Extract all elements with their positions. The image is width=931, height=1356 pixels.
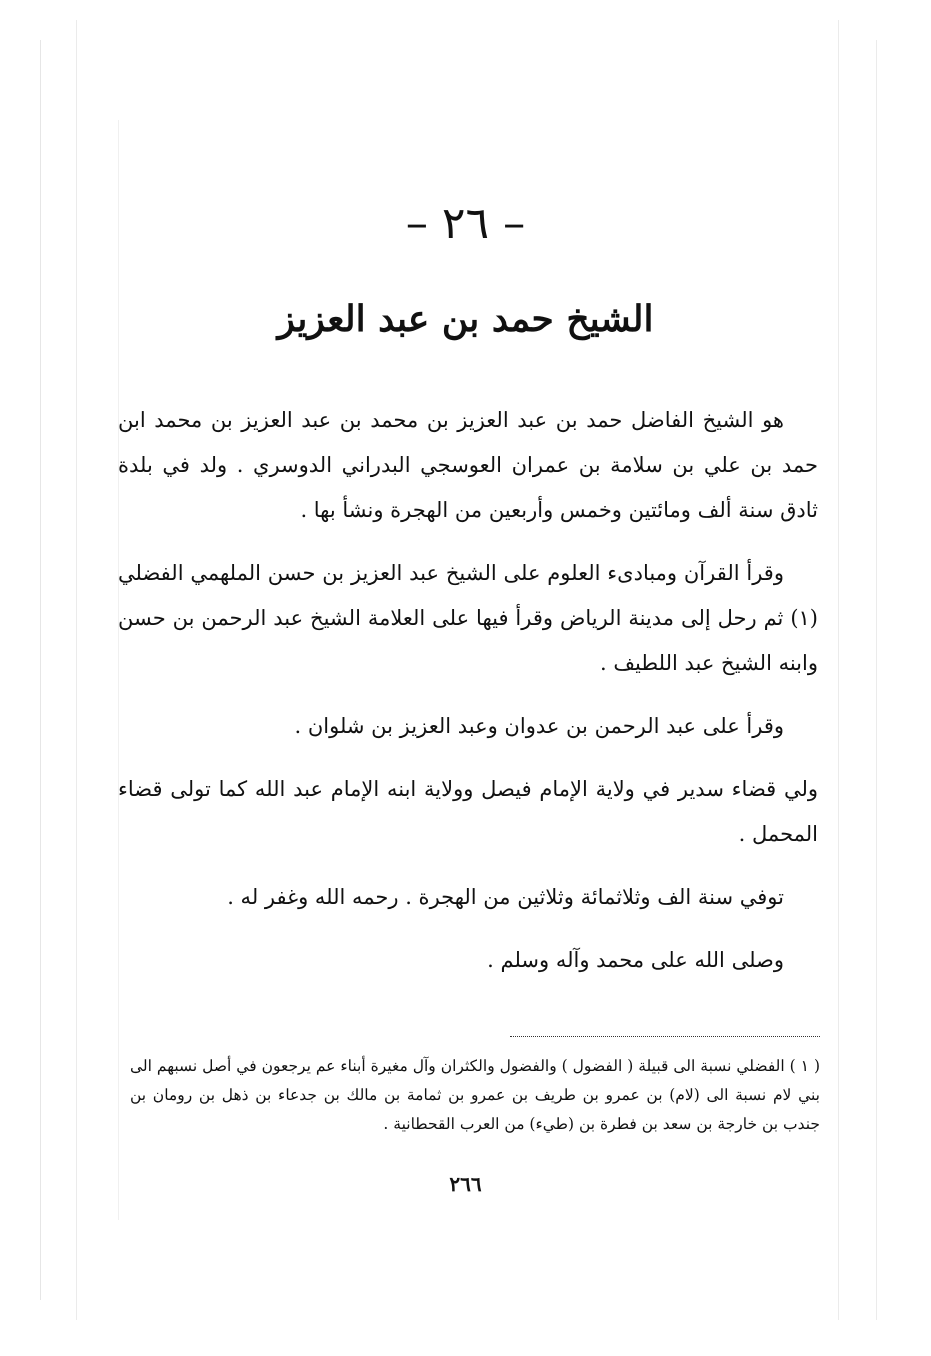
footnote-divider bbox=[510, 1036, 820, 1037]
paragraph-death: توفي سنة الف وثلاثمائة وثلاثين من الهجرة . رحمه الله وغفر له . bbox=[227, 885, 784, 909]
page-title: الشيخ حمد بن عبد العزيز bbox=[277, 298, 654, 340]
paragraph-teachers: وقرأ على عبد الرحمن بن عدوان وعبد العزيز بن شلوان . bbox=[294, 714, 784, 738]
page-number: ٢٦٦ bbox=[449, 1172, 482, 1196]
paragraph-judgeship: ولي قضاء سدير في ولاية الإمام فيصل وولاية ابنه الإمام عبد الله كما تولى قضاء المحمل . bbox=[118, 777, 818, 846]
footnote: ( ١ ) الفضلي نسبة الى قبيلة ( الفضول ) والفضول والكثران وآل مغيرة أبناء عم يرجعون في أصل نسبهم الى بني لام نسبة الى (لام) بن عمرو بن طريف بن عمرو بن ثمامة بن مالك بن جدعاء بن ذهل بن رومان بن جندب بن خارجة بن سعد بن فطرة بن (طيء) من العرب القحطانية . bbox=[130, 1057, 820, 1133]
paragraph-studies: وقرأ القرآن ومبادىء العلوم على الشيخ عبد العزيز بن حسن الملهمي الفضلي (١) ثم رحل إلى مدينة الرياض وقرأ فيها على العلامة الشيخ عبد الرحمن بن حسن وابنه الشيخ عبد اللطيف . bbox=[118, 561, 818, 675]
paragraph-closing: وصلى الله على محمد وآله وسلم . bbox=[487, 948, 784, 972]
paragraph-lineage: هو الشيخ الفاضل حمد بن عبد العزيز بن محمد بن عبد العزيز بن محمد ابن حمد بن علي بن سلامة بن عمران العوسجي البدراني الدوسري . ولد في بلدة ثادق سنة ألف ومائتين وخمس وأربعين من الهجرة ونشأ بها . bbox=[118, 408, 818, 522]
entry-number: – ٢٦ – bbox=[405, 198, 526, 249]
biography-text bbox=[118, 398, 818, 1001]
